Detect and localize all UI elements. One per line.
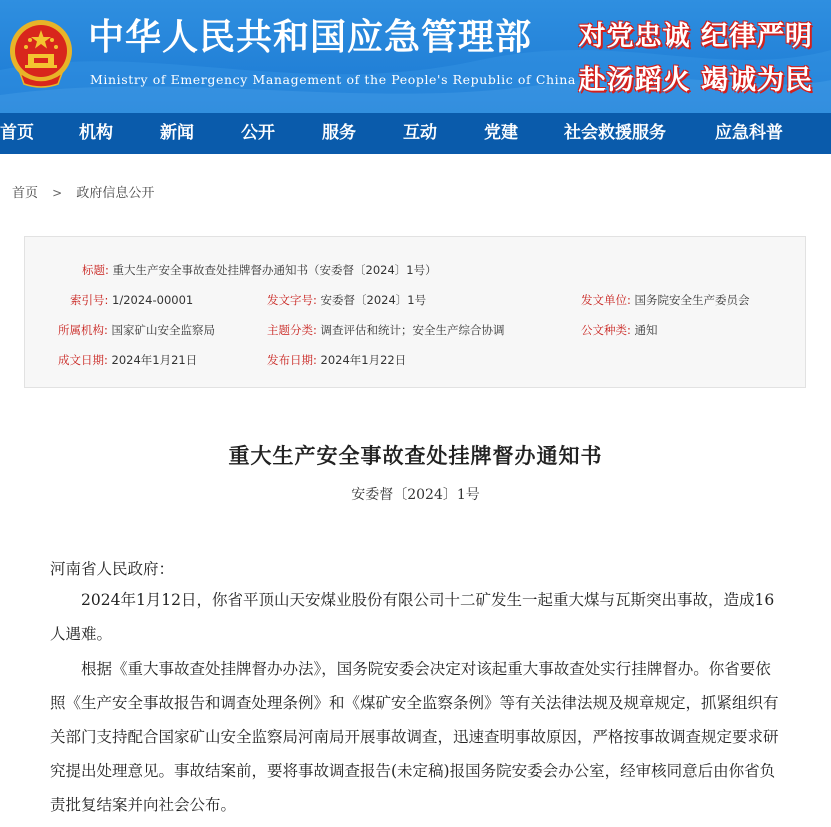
- meta-issuer: [581, 292, 750, 308]
- document-paragraph-1: 2024年1月12日，你省平顶山天安煤业股份有限公司十二矿发生一起重大煤与瓦斯突出事故，造成16人遇难。: [50, 591, 775, 643]
- meta-title-label: 标题:: [82, 263, 109, 277]
- nav-item-party[interactable]: 党建: [484, 123, 518, 143]
- meta-published-date-label: 发布日期:: [267, 353, 317, 367]
- meta-doc-number-value: 安委督〔2024〕1号: [320, 293, 427, 307]
- nav-item-public[interactable]: 公开: [241, 123, 275, 143]
- site-subtitle: Ministry of Emergency Management of the People's Republic of China: [90, 72, 576, 87]
- meta-organization: [58, 322, 215, 338]
- breadcrumb: [12, 182, 154, 201]
- document-salutation: 河南省人民政府：: [50, 560, 175, 578]
- nav-item-news[interactable]: 新闻: [160, 123, 194, 143]
- meta-doc-type-value: 通知: [634, 323, 658, 337]
- document-paragraph-2: 根据《重大事故查处挂牌督办办法》，国务院安委会决定对该起重大事故查处实行挂牌督办。你省要依照《生产安全事故报告和调查处理条例》和《煤矿安全监察条例》等有关法律法规及规章规定，抓紧组织有关部门支持配合国家矿山安全监察局河南局开展事故调查，迅速查明事故原因，严格按事故调查规定要求研究提出处理意见。事故结案前，要将事故调查报告(未定稿)报国务院安委会办公室，经审核同意后由你省负责批复结案并向社会公布。: [50, 660, 779, 814]
- meta-topic: [267, 322, 505, 338]
- meta-doc-type-label: 公文种类:: [581, 323, 631, 337]
- meta-doc-number: [267, 292, 426, 308]
- slogan-line-1: 对党忠诚 纪律严明: [578, 21, 813, 52]
- site-header: [0, 0, 831, 113]
- meta-created-date-value: 2024年1月21日: [111, 353, 198, 367]
- nav-item-home[interactable]: 首页: [0, 123, 34, 143]
- meta-published-date-value: 2024年1月22日: [320, 353, 407, 367]
- nav-item-organization[interactable]: 机构: [79, 123, 113, 143]
- nav-item-services[interactable]: 服务: [322, 123, 356, 143]
- nav-item-interaction[interactable]: 互动: [403, 123, 437, 143]
- nav-item-rescue-services[interactable]: 社会救援服务: [564, 123, 666, 143]
- meta-topic-value: 调查评估和统计；安全生产综合协调: [320, 323, 505, 337]
- main-nav: [0, 113, 831, 154]
- document-title: 重大生产安全事故查处挂牌督办通知书: [228, 443, 603, 468]
- meta-topic-label: 主题分类:: [267, 323, 317, 337]
- slogan-line-2: 赴汤蹈火 竭诚为民: [578, 65, 813, 96]
- document-metadata-box: [24, 236, 806, 388]
- breadcrumb-separator: >: [52, 186, 63, 200]
- meta-doc-number-label: 发文字号:: [267, 293, 317, 307]
- meta-published-date: [267, 352, 406, 368]
- nav-item-science[interactable]: 应急科普: [715, 123, 783, 143]
- meta-index-value: 1/2024-00001: [112, 293, 194, 307]
- meta-issuer-label: 发文单位:: [581, 293, 631, 307]
- site-title[interactable]: 中华人民共和国应急管理部: [88, 17, 533, 58]
- meta-created-date: [58, 352, 197, 368]
- breadcrumb-current[interactable]: 政府信息公开: [76, 186, 155, 201]
- meta-issuer-value: 国务院安全生产委员会: [634, 293, 750, 307]
- meta-organization-label: 所属机构:: [58, 323, 108, 337]
- meta-doc-type: [581, 322, 658, 338]
- meta-organization-value: 国家矿山安全监察局: [111, 323, 216, 337]
- meta-title-value: 重大生产安全事故查处挂牌督办通知书（安委督〔2024〕1号）: [112, 263, 437, 277]
- document-number: 安委督〔2024〕1号: [351, 487, 480, 503]
- breadcrumb-home[interactable]: 首页: [12, 186, 39, 201]
- national-emblem-icon[interactable]: [8, 18, 74, 88]
- meta-index: [70, 292, 193, 308]
- meta-title: [82, 262, 437, 278]
- meta-created-date-label: 成文日期:: [58, 353, 108, 367]
- meta-index-label: 索引号:: [70, 293, 109, 307]
